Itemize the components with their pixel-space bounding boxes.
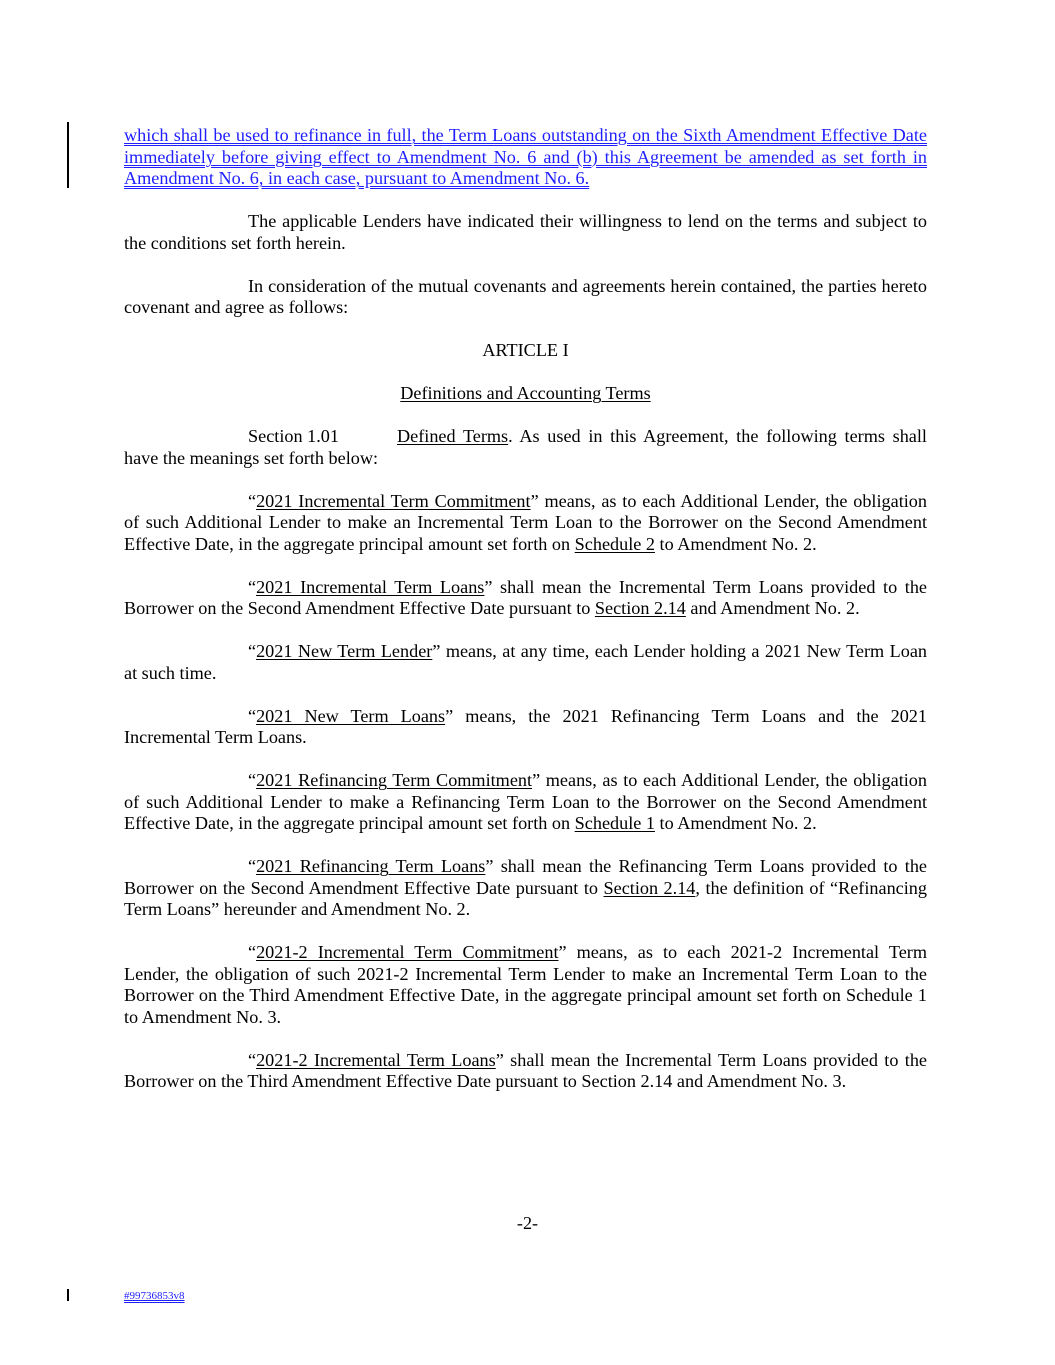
paragraph — [124, 426, 927, 469]
defined-term: 2021 Incremental Term Commitment — [256, 490, 531, 511]
paragraph — [124, 491, 927, 556]
text-run: ” shall mean the Refinancing Term Loans provided to the Borrower on the Second Amendment Effective Date pursuant to — [124, 856, 927, 898]
heading — [124, 383, 927, 405]
paragraph — [124, 577, 927, 620]
text-run: The applicable Lenders have indicated their willingness to lend on the terms and subject to the conditions set forth herein. — [124, 211, 927, 253]
text-run: ARTICLE I — [482, 340, 569, 360]
text-run: In consideration of the mutual covenants and agreements herein contained, the parties hereto covenant and agree as follows: — [124, 275, 927, 317]
text-run: “ — [248, 705, 257, 726]
text-run: “ — [248, 490, 257, 511]
change-bar — [67, 122, 69, 188]
paragraph — [124, 641, 927, 684]
defined-term: 2021 Incremental Term Loans — [256, 576, 485, 597]
text-run: ” means, as to each Additional Lender, the obligation of such Additional Lender to make a Refinancing Term Loan to the Borrower on the Second Amendment Effective Date, in the aggregate principal amount set forth on — [124, 770, 927, 833]
text-run: “ — [248, 576, 257, 597]
text-run: , the definition of “Refinancing Term Loans” hereunder and Amendment No. 2. — [124, 877, 927, 919]
paragraph — [124, 276, 927, 319]
text-run: to Amendment No. 2. — [654, 533, 817, 554]
text-run: ” means, at any time, each Lender holding a 2021 New Term Loan at such time. — [124, 641, 927, 683]
defined-term: Defined Terms — [397, 426, 509, 446]
text-run: “ — [248, 641, 257, 661]
text-run: to Amendment No. 2. — [654, 813, 817, 833]
defined-term: Definitions and Accounting Terms — [400, 383, 651, 403]
defined-term: 2021 New Term Lender — [256, 641, 433, 661]
page-number: -2- — [516, 1213, 539, 1233]
inserted-paragraph — [124, 125, 927, 190]
defined-term: Section 2.14 — [603, 877, 696, 898]
text-run: ” shall mean the Incremental Term Loans provided to the Borrower on the Second Amendment Effective Date pursuant to — [124, 576, 928, 618]
text-run: ” means, as to each 2021-2 Incremental Term Lender, the obligation of such 2021-2 Incremental Term Lender to make an Incremental Term Loan to the Borrower on the Third Amendment Effective Date, in the aggregate principal amount set forth on Schedule 1 to Amendment No. 3. — [124, 942, 927, 1027]
text-run: “ — [248, 1049, 257, 1070]
text-run: . As used in this Agreement, the following terms shall have the meanings set forth below: — [124, 426, 927, 468]
defined-term: Schedule 1 — [574, 813, 655, 833]
defined-term: Section 2.14 — [594, 598, 686, 618]
section-number: Section 1.01 — [248, 426, 339, 446]
paragraph — [124, 770, 927, 835]
footer-document-id[interactable]: #99736853v8 — [124, 1290, 185, 1302]
paragraph — [124, 942, 927, 1028]
paragraph — [124, 856, 927, 921]
defined-term: 2021 Refinancing Term Commitment — [256, 770, 533, 790]
defined-term: 2021-2 Incremental Term Loans — [256, 1049, 496, 1070]
defined-term: Schedule 2 — [574, 533, 655, 554]
heading — [124, 340, 927, 362]
defined-term: 2021 New Term Loans — [256, 705, 446, 726]
text-run: “ — [248, 942, 257, 962]
defined-term: 2021-2 Incremental Term Commitment — [256, 942, 559, 962]
text-run: ” means, as to each Additional Lender, the obligation of such Additional Lender to make an Incremental Term Loan to the Borrower on the Second Amendment Effective Date, in the aggregate principal amount set forth on — [124, 490, 927, 554]
paragraph — [124, 211, 927, 254]
defined-term: 2021 Refinancing Term Loans — [256, 856, 486, 876]
text-run: ” means, the 2021 Refinancing Term Loans and the 2021 Incremental Term Loans. — [124, 705, 927, 747]
text-run: which shall be used to refinance in full, the Term Loans outstanding on the Sixth Amendment Effective Date immediately before giving effect to Amendment No. 6 and (b) this Agreement be amended as set forth in Amendment No. 6, in each case, pursuant to Amendment No. 6. — [124, 125, 927, 188]
text-run: “ — [248, 856, 257, 876]
text-run: “ — [248, 770, 257, 790]
paragraph — [124, 1050, 927, 1093]
paragraph — [124, 706, 927, 749]
text-run: and Amendment No. 2. — [685, 598, 860, 618]
text-run: ” shall mean the Incremental Term Loans provided to the Borrower on the Third Amendment Effective Date pursuant to Section 2.14 and Amendment No. 3. — [124, 1049, 927, 1091]
document-body — [124, 125, 927, 1114]
change-bar — [67, 1289, 69, 1301]
